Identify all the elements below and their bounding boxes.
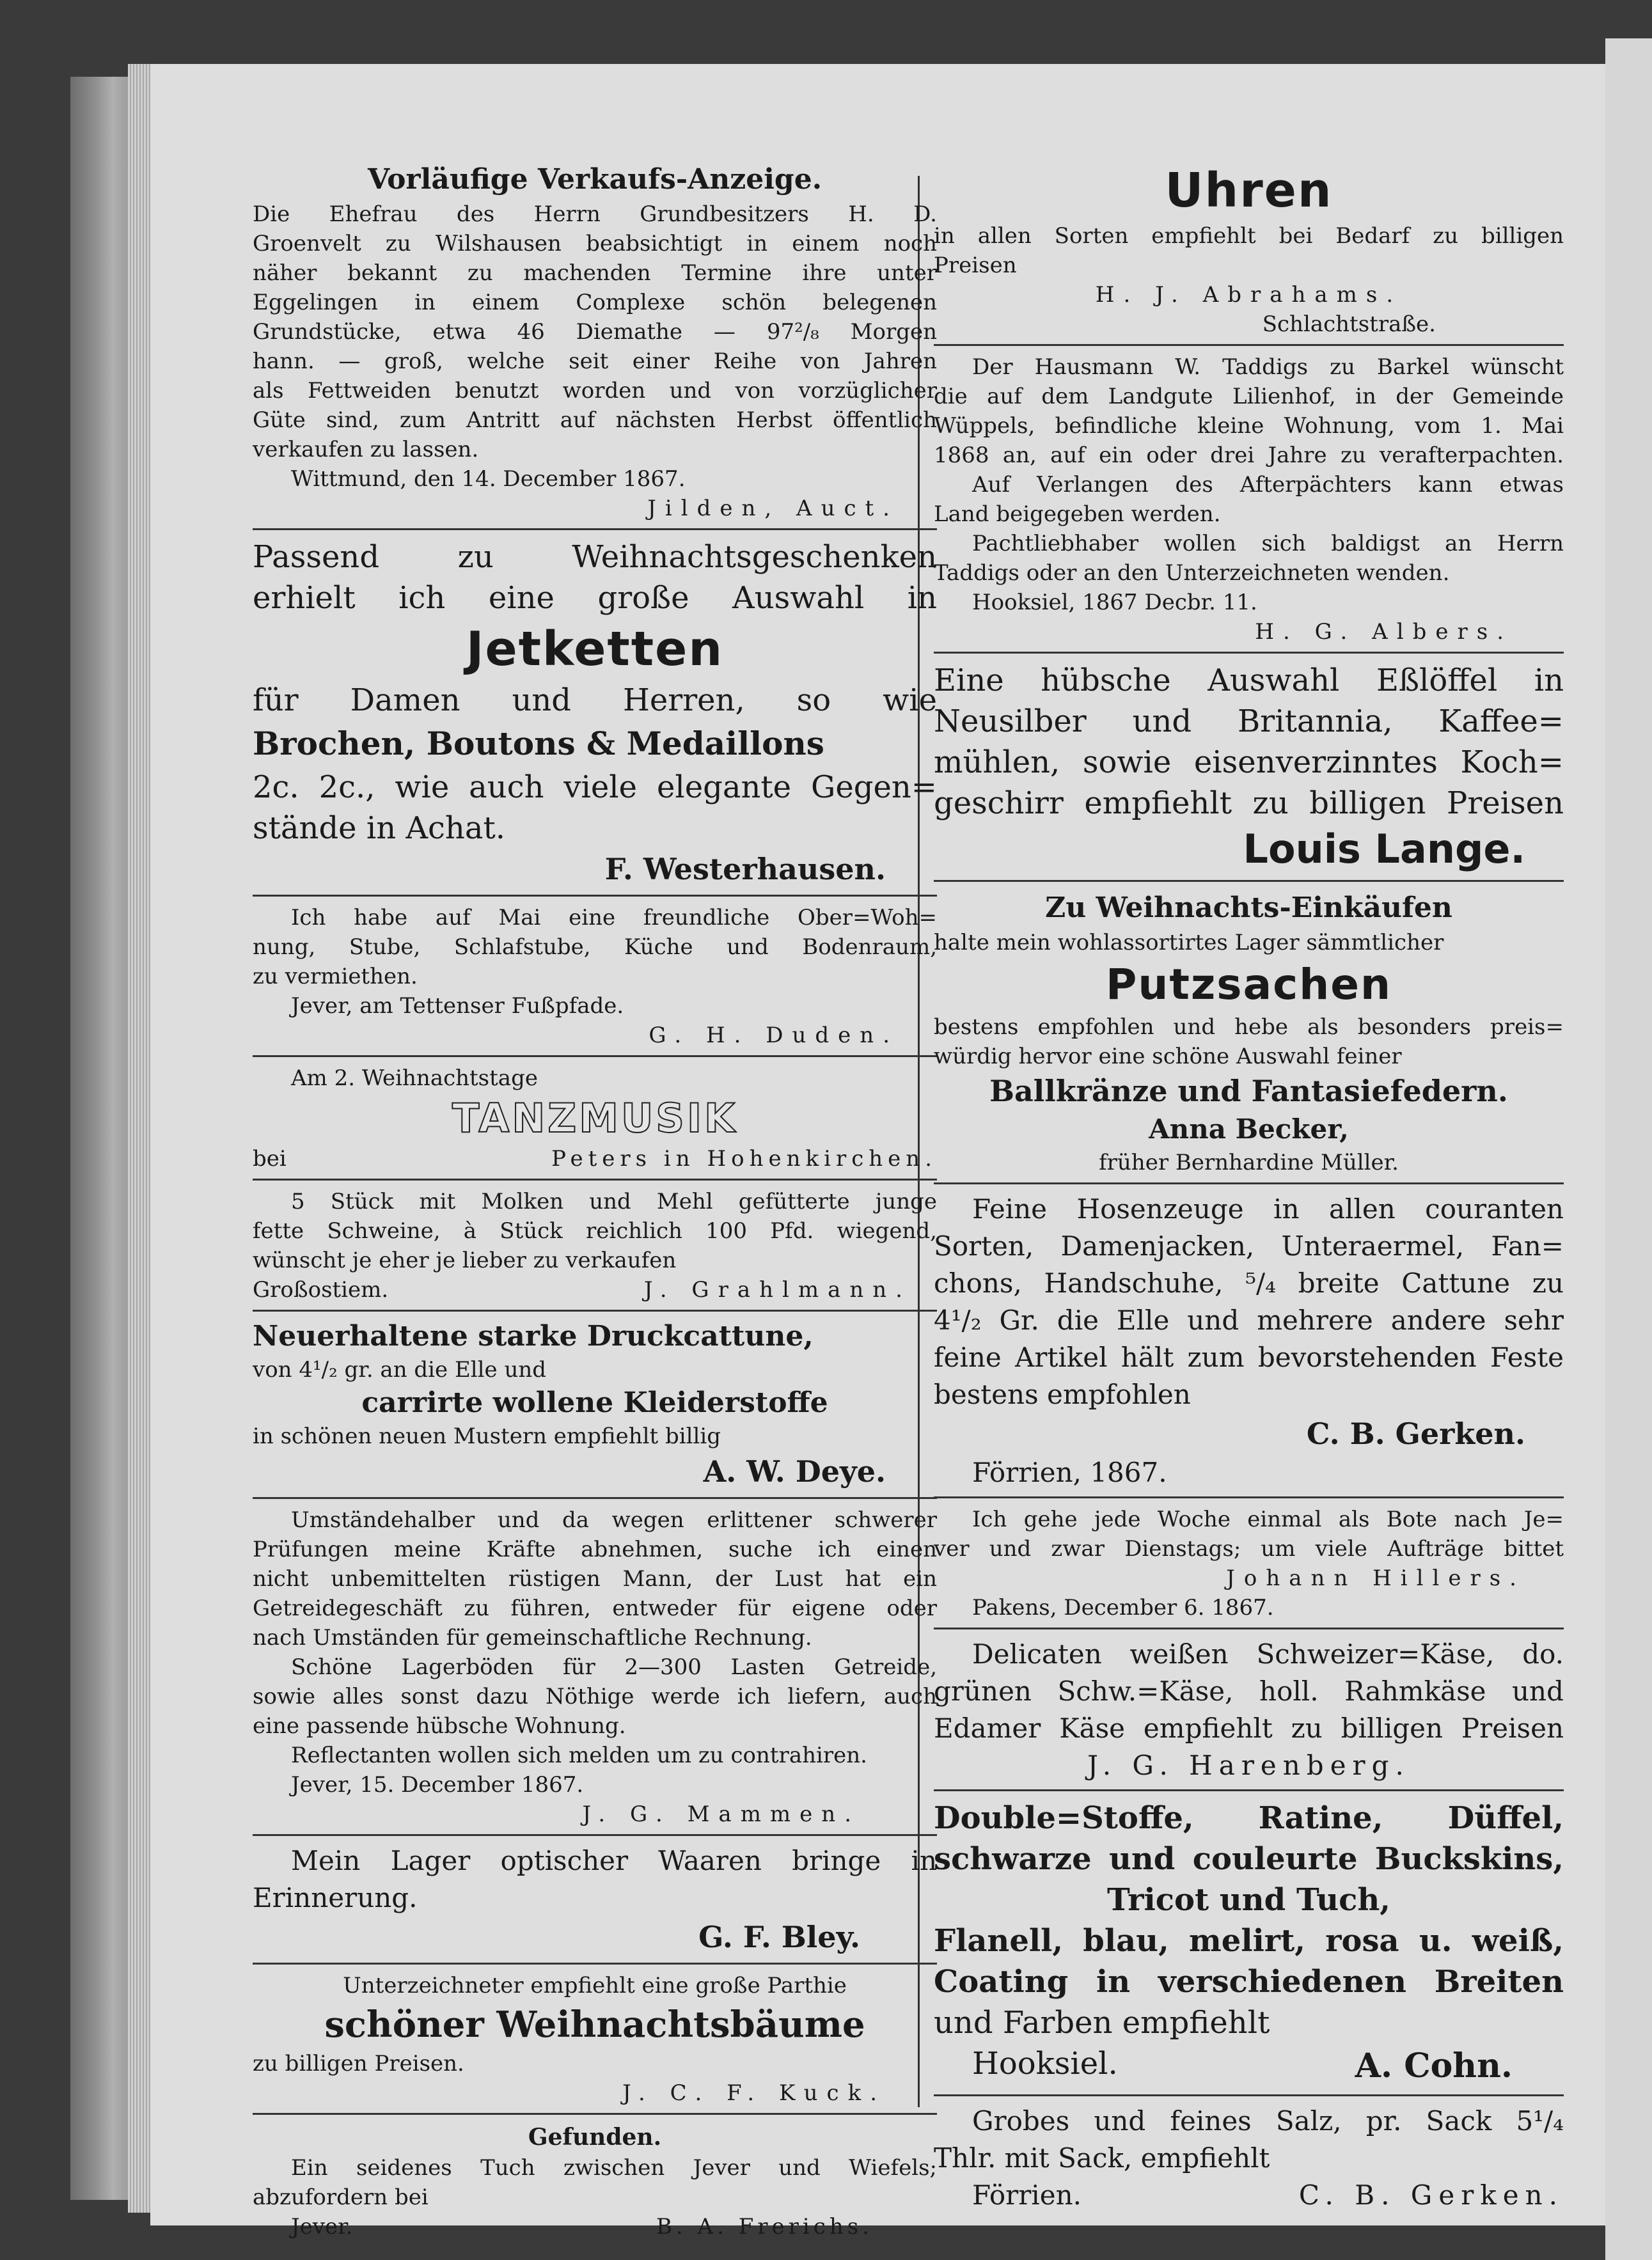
text-line: halte mein wohlassortirtes Lager sämmtlicher [934, 930, 1444, 955]
ad-headline: TANZMUSIK [452, 1095, 738, 1142]
right-column [934, 160, 1564, 2214]
ad-signature: F. Westerhausen. [604, 852, 886, 886]
ad-signature: H. G. Albers. [1255, 619, 1513, 645]
ad-place: Jever. [291, 2214, 353, 2240]
text-line: Passend zu Weihnachtsgeschenken [253, 539, 937, 575]
ad-optische-waaren [253, 1842, 937, 1958]
ad-signature: Johann Hillers. [1226, 1566, 1525, 1591]
ad-separator [253, 2113, 937, 2115]
text-line: Eine hübsche Auswahl Eßlöffel in [934, 663, 1564, 698]
text-line: nach Umständen für gemeinschaftliche Rechnung. [253, 1625, 812, 1651]
text-line: mühlen, sowie eisenverzinntes Koch= [934, 744, 1564, 780]
text-line: fette Schweine, à Stück reichlich 100 Pfd. wiegend, [253, 1218, 937, 1244]
ad-separator [253, 895, 937, 897]
ad-essloeffel [934, 660, 1564, 875]
text-line: Mein Lager optischer Waaren bringe in [291, 1845, 937, 1876]
text-line: nung, Stube, Schlafstube, Küche und Bodenraum, [253, 934, 937, 960]
ad-signature: Louis Lange. [1243, 826, 1525, 872]
page-edges [128, 64, 153, 2213]
ad-salz [934, 2103, 1564, 2214]
ad-verkaufs-anzeige [253, 160, 937, 523]
ad-separator [253, 528, 937, 530]
ad-separator [253, 1497, 937, 1499]
text-line: verkaufen zu lassen. [253, 437, 479, 462]
ad-signature: J. Grahlmann. [643, 1277, 911, 1303]
ad-signature: Jilden, Auct. [647, 496, 899, 521]
ad-separator [253, 1179, 937, 1181]
text-line: Schöne Lagerböden für 2—300 Lasten Getreide, [291, 1654, 937, 1680]
ad-separator [253, 1055, 937, 1057]
left-column [253, 160, 937, 2241]
text-line: und Farben empfiehlt [934, 2005, 1270, 2041]
ad-schweine [253, 1187, 937, 1305]
text-line: nicht unbemittelten rüstigen Mann, der Lust hat ein [253, 1566, 937, 1592]
ad-separator [934, 1789, 1564, 1791]
text-line: Wüppels, befindliche kleine Wohnung, vom 1. Mai [934, 413, 1564, 439]
ad-title: Gefunden. [528, 2124, 662, 2151]
text-line: wünscht je eher je lieber zu verkaufen [253, 1248, 677, 1273]
text-line: die auf dem Landgute Lilienhof, in der Gemeinde [934, 384, 1564, 409]
text-line: Die Ehefrau des Herrn Grundbesitzers H. D. [253, 201, 937, 227]
ad-place: Jever, am Tettenser Fußpfade. [291, 993, 624, 1019]
ad-separator [934, 652, 1564, 654]
ad-headline: Jetketten [466, 622, 724, 677]
text-line: Auf Verlangen des Afterpächters kann etwas [972, 472, 1564, 498]
text-line: 1868 an, auf ein oder drei Jahre zu verafterpachten. [934, 443, 1564, 468]
text-line: zu billigen Preisen. [253, 2051, 464, 2076]
ad-tanzmusik [253, 1063, 937, 1173]
text-line: 2c. 2c., wie auch viele elegante Gegen= [253, 769, 937, 805]
text-line: bestens empfohlen [934, 1379, 1191, 1410]
text-line: hann. — groß, welche seit einer Reihe von Jahren [253, 349, 937, 374]
text-line: als Fettweiden benutzt worden und von vorzüglicher [253, 378, 937, 404]
text-line: abzufordern bei [253, 2185, 429, 2210]
ad-uhren [934, 160, 1564, 339]
text-line: Grobes und feines Salz, pr. Sack 5¹/₄ [972, 2105, 1564, 2137]
ad-date: Jever, 15. December 1867. [291, 1772, 584, 1798]
text-line: bestens empfohlen und hebe als besonders preis= [934, 1014, 1564, 1040]
text-line: sowie alles sonst dazu Nöthige werde ich liefern, auch [253, 1684, 937, 1709]
ad-signature: G. F. Bley. [698, 1920, 860, 1954]
text-line: Thlr. mit Sack, empfiehlt [934, 2142, 1270, 2174]
text-line: schwarze und couleurte Buckskins, [934, 1841, 1564, 1877]
text-line: Prüfungen meine Kräfte abnehmen, suche ich einen [253, 1537, 937, 1562]
ad-title: Neuerhaltene starke Druckcattune, [253, 1320, 814, 1353]
ad-date: Wittmund, den 14. December 1867. [291, 466, 686, 492]
ad-signature: B. A. Frerichs. [656, 2214, 873, 2240]
ad-kaese [934, 1636, 1564, 1784]
ad-wohnung-lilienhof [934, 352, 1564, 647]
ad-signature: H. J. Abrahams. [1095, 282, 1403, 308]
text-line: Güte sind, zum Antritt auf nächsten Herbst öffentlich [253, 407, 937, 433]
ad-separator [934, 2094, 1564, 2096]
ad-signature: G. H. Duden. [649, 1023, 899, 1048]
ad-signature: A. Cohn. [1355, 2046, 1513, 2085]
text-line: erhielt ich eine große Auswahl in [253, 580, 937, 616]
text-line: 5 Stück mit Molken und Mehl gefütterte junge [291, 1189, 937, 1214]
text-line: Edamer Käse empfiehlt zu billigen Preisen [934, 1713, 1564, 1744]
text-line: geschirr empfiehlt zu billigen Preisen [934, 785, 1564, 821]
ad-separator [934, 1628, 1564, 1629]
text-line: feine Artikel hält zum bevorstehenden Feste [934, 1342, 1564, 1373]
text-line: Der Hausmann W. Taddigs zu Barkel wünscht [972, 354, 1564, 380]
text-line: stände in Achat. [253, 810, 505, 846]
text-line: Taddigs oder an den Unterzeichneten wenden. [934, 560, 1450, 586]
text-line: Coating in verschiedenen Breiten [934, 1964, 1564, 2000]
ad-headline: Uhren [1165, 163, 1333, 218]
text-line: Neusilber und Britannia, Kaffee= [934, 703, 1564, 739]
bold-line: carrirte wollene Kleiderstoffe [361, 1386, 828, 1419]
book-spine [70, 77, 131, 2200]
ad-signature: J. G. Mammen. [582, 1801, 860, 1827]
text-line: Grundstücke, etwa 46 Diemathe — 97²/₈ Morgen [253, 319, 937, 345]
text-line: Sorten, Damenjacken, Unteraermel, Fan= [934, 1230, 1564, 1262]
ad-date: Förrien, 1867. [972, 1457, 1167, 1488]
text-line: würdig hervor eine schöne Auswahl feiner [934, 1044, 1402, 1069]
ad-place: Förrien. [972, 2179, 1082, 2211]
text-line: zu vermiethen. [253, 964, 418, 989]
text-line: Groenvelt zu Wilshausen beabsichtigt in einem noch [253, 231, 937, 256]
newspaper-page [150, 64, 1605, 2240]
text-line: von 4¹/₂ gr. an die Elle und [253, 1357, 547, 1383]
text-line: Unterzeichneter empfiehlt eine große Parthie [343, 1973, 847, 1998]
ad-place: Hooksiel. [972, 2046, 1118, 2082]
text-line: in allen Sorten empfiehlt bei Bedarf zu billigen [934, 223, 1564, 249]
ad-place: Großostiem. [253, 1277, 389, 1303]
bold-line: Tricot und Tuch, [1107, 1882, 1390, 1918]
text-line: chons, Handschuhe, ⁵/₄ breite Cattune zu [934, 1267, 1564, 1299]
ad-stoffe [934, 1798, 1564, 2089]
text-line: ver und zwar Dienstags; um viele Aufträge bittet [934, 1536, 1564, 1562]
text-line: bei [253, 1146, 287, 1172]
bold-line: Brochen, Boutons & Medaillons [253, 725, 824, 762]
adjacent-page-edge [1605, 38, 1652, 2260]
text-line: Land beigegeben werden. [934, 501, 1221, 527]
text-line: 4¹/₂ Gr. die Elle und mehrere andere sehr [934, 1305, 1564, 1336]
ad-separator [253, 1310, 937, 1312]
ad-signature: C. B. Gerken. [1306, 1416, 1525, 1451]
ad-title: Zu Weihnachts-Einkäufen [1045, 891, 1452, 924]
text-line: Umständehalber und da wegen erlittener schwerer [291, 1507, 937, 1533]
text-line: näher bekannt zu machenden Termine ihre unter [253, 260, 937, 286]
ad-signature: A. W. Deye. [703, 1454, 886, 1489]
ad-jetketten [253, 537, 937, 890]
text-line: grünen Schw.=Käse, holl. Rahmkäse und [934, 1675, 1564, 1707]
text-line: Feine Hosenzeuge in allen couranten [972, 1193, 1564, 1225]
ad-date: Hooksiel, 1867 Decbr. 11. [972, 590, 1257, 615]
ad-getreidegeschaeft [253, 1505, 937, 1829]
ad-signature: Anna Becker, [1149, 1113, 1349, 1145]
text-line: Eggelingen in einem Complexe schön belegenen [253, 290, 937, 315]
ad-signature: J. C. F. Kuck. [622, 2080, 886, 2106]
ad-date: Pakens, December 6. 1867. [972, 1595, 1274, 1620]
ad-headline: schöner Weihnachtsbäume [324, 2004, 865, 2046]
ad-druckcattune [253, 1318, 937, 1492]
ad-signature: J. G. Harenberg. [1087, 1750, 1410, 1781]
ad-putzsachen [934, 888, 1564, 1177]
text-line: Erinnerung. [253, 1882, 418, 1913]
text-line: früher Bernhardine Müller. [1099, 1150, 1399, 1175]
ad-separator [253, 1834, 937, 1836]
text-line: Delicaten weißen Schweizer=Käse, do. [972, 1638, 1564, 1670]
ad-separator [934, 344, 1564, 346]
text-line: Flanell, blau, melirt, rosa u. weiß, [934, 1923, 1564, 1959]
ad-hosenzeuge [934, 1191, 1564, 1491]
text-line: Ich gehe jede Woche einmal als Bote nach Je= [972, 1507, 1564, 1532]
ad-bote [934, 1505, 1564, 1622]
text-line: in schönen neuen Mustern empfiehlt billig [253, 1424, 721, 1449]
ad-place: Peters in Hohenkirchen. [551, 1146, 937, 1172]
ad-separator [934, 1496, 1564, 1498]
text-line: eine passende hübsche Wohnung. [253, 1713, 626, 1739]
ad-separator [253, 1963, 937, 1965]
ad-separator [934, 1182, 1564, 1184]
ad-address: Schlachtstraße. [1262, 311, 1436, 337]
ad-gefunden [253, 2121, 937, 2241]
ad-separator [934, 880, 1564, 882]
text-line: für Damen und Herren, so wie [253, 682, 937, 718]
ad-weihnachtsbaeume [253, 1971, 937, 2108]
ad-title: Vorläufige Verkaufs-Anzeige. [367, 163, 822, 196]
text-line: Getreidegeschäft zu führen, entweder für eigene oder [253, 1596, 937, 1621]
bold-line: Ballkränze und Fantasiefedern. [989, 1074, 1508, 1108]
ad-wohnung [253, 903, 937, 1050]
ad-headline: Putzsachen [1105, 960, 1392, 1009]
text-line: Double=Stoffe, Ratine, Düffel, [934, 1800, 1564, 1836]
text-line: Am 2. Weihnachtstage [291, 1065, 538, 1091]
text-line: Preisen [934, 253, 1017, 278]
text-line: Reflectanten wollen sich melden um zu contrahiren. [291, 1743, 867, 1768]
text-line: Pachtliebhaber wollen sich baldigst an Herrn [972, 531, 1564, 556]
ad-signature: C. B. Gerken. [1298, 2179, 1564, 2211]
text-line: Ein seidenes Tuch zwischen Jever und Wiefels; [291, 2155, 937, 2181]
text-line: Ich habe auf Mai eine freundliche Ober=Woh= [291, 905, 937, 930]
